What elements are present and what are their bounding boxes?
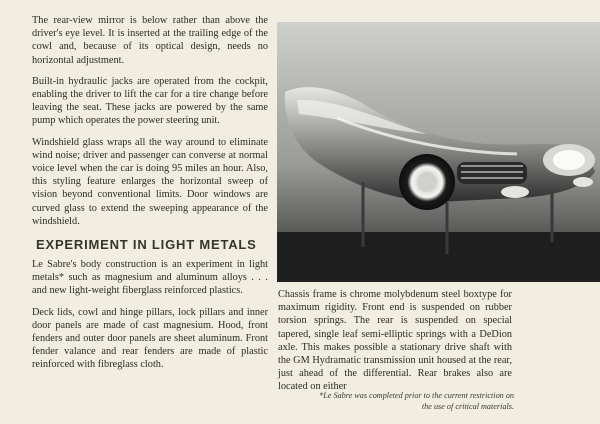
section-heading: EXPERIMENT IN LIGHT METALS xyxy=(36,237,257,253)
paragraph-chassis: Chassis frame is chrome molybdenum steel boxtype for maximum rigidity. Front end is suspended on rubber torsion springs. The rear is suspended on special tapered, single leaf semi-elliptic springs with a DeDion axle. This makes possible a stationary drive shaft with the GM Hydramatic transmission unit housed at the rear, just ahead of the differential. Rear brakes also are located on either xyxy=(278,289,512,393)
paragraph-materials: Deck lids, cowl and hinge pillars, lock pillars and inner door panels are made of cast magnesium. Hood, front fenders and outer door panels are sheet aluminum. Front fender valance and rear fenders are made of plastic reinforced with fibreglass cloth. xyxy=(32,306,268,371)
paragraph-body-construction: Le Sabre's body construction is an experiment in light metals* such as magnesium and aluminum alloys . . . and new light-weight fiberglass reinforced plastics. xyxy=(32,259,268,297)
left-column xyxy=(32,14,268,380)
car-photo xyxy=(277,22,600,282)
paragraph-rear-view-mirror: The rear-view mirror is below rather than above the driver's eye level. It is inserted at the trailing edge of the cowl and, because of its optical design, needs no horizontal adjustment. xyxy=(32,15,268,66)
right-column xyxy=(278,288,512,394)
le-sabre-car-image xyxy=(277,22,600,282)
paragraph-windshield: Windshield glass wraps all the way around to eliminate wind noise; driver and passenger can converse at normal voice level when the car is doing 95 miles an hour. Also, this styling feature enlarges the horizontal sweep of vision beyond conventional limits. Door windows are curved glass to extend the sweeping appearance of the windshield. xyxy=(32,136,268,227)
footnote: *Le Sabre was completed prior to the current restriction on the use of critical materials. xyxy=(319,391,514,411)
paragraph-hydraulic-jacks: Built-in hydraulic jacks are operated from the cockpit, enabling the driver to lift the car for a tire change before leaving the seat. These jacks are powered by the same pump which operates the power steering unit. xyxy=(32,75,268,127)
